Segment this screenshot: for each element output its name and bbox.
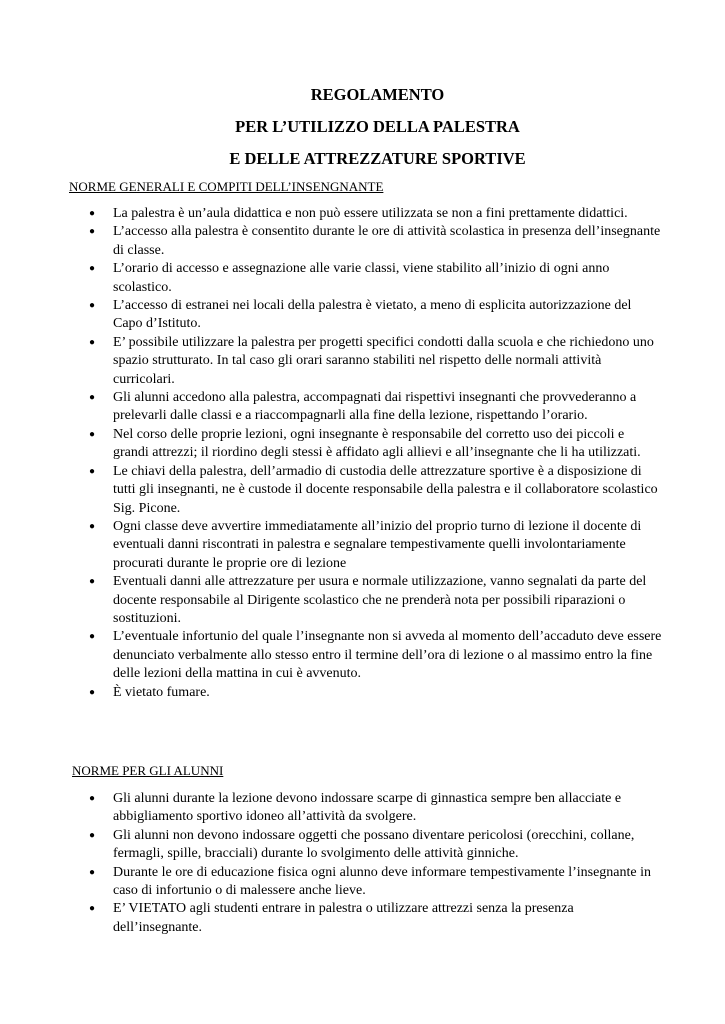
list-item	[87, 827, 662, 864]
title-line: REGOLAMENTO	[310, 85, 445, 104]
list-item-text: Gli alunni durante la lezione devono indossare scarpe di ginnastica sempre ben allacciate e abbigliamento sportivo idoneo all’attività da svolgere.	[113, 791, 622, 825]
bullet-dot-icon: ●	[88, 208, 96, 219]
list-item-text: Gli alunni accedono alla palestra, accompagnati dai rispettivi insegnanti che provvederanno a prelevarli dalle classi e a riaccompagnarli alla fine della lezione, rispettando l’orario.	[113, 390, 637, 424]
list-item	[87, 573, 662, 628]
bullet-dot-icon: ●	[88, 392, 96, 404]
bullet-dot-icon: ●	[88, 428, 96, 440]
list-item	[87, 790, 662, 827]
title-line: E DELLE ATTREZZATURE SPORTIVE	[229, 149, 526, 168]
bullet-dot-icon: ●	[88, 576, 96, 588]
list-item	[87, 205, 662, 223]
list-item-text: È vietato fumare.	[113, 684, 210, 700]
general-rules-list	[87, 205, 662, 702]
student-rules-list	[87, 790, 662, 937]
list-item	[87, 223, 662, 260]
list-item	[87, 426, 662, 463]
bullet-dot-icon: ●	[88, 300, 96, 312]
bullet-dot-icon: ●	[88, 829, 96, 841]
list-item-text: Ogni classe deve avvertire immediatamente all’inizio del proprio turno di lezione il docente di eventuali danni riscontrati in palestra e segnalare tempestivamente quelli involontariamente procurati durante le proprie ore di lezione	[113, 518, 642, 571]
list-item	[87, 518, 662, 573]
bullet-dot-icon: ●	[88, 465, 96, 477]
bullet-dot-icon: ●	[88, 793, 96, 804]
list-item	[87, 297, 662, 334]
list-item	[87, 389, 662, 426]
title-line: PER L’UTILIZZO DELLA PALESTRA	[235, 117, 520, 136]
list-item-text: Durante le ore di educazione fisica ogni alunno deve informare tempestivamente l’insegnante in caso di infortunio o di malessere anche lieve.	[113, 864, 652, 899]
bullet-dot-icon: ●	[88, 686, 96, 698]
list-item-text: Gli alunni non devono indossare oggetti che possano diventare pericolosi (orecchini, collane, fermagli, spille, bracciali) durante lo svolgimento delle attività ginniche.	[113, 827, 635, 862]
bullet-dot-icon: ●	[88, 226, 96, 238]
list-item-text: Le chiavi della palestra, dell’armadio di custodia delle attrezzature sportive è a disposizione di tutti gli insegnanti, ne è custode il docente responsabile della palestra e il collaboratore scolastico Sig. Picone.	[113, 463, 658, 516]
bullet-dot-icon: ●	[88, 866, 96, 878]
list-item-text: Eventuali danni alle attrezzature per usura e normale utilizzazione, vanno segnalati da parte del docente responsabile al Dirigente scolastico che ne prenderà nota per possibili riparazioni o sostituzioni.	[113, 574, 647, 626]
list-item	[87, 864, 662, 901]
bullet-dot-icon: ●	[88, 336, 96, 348]
document-title	[0, 86, 725, 182]
list-item-text: La palestra è un’aula didattica e non può essere utilizzata se non a fini prettamente didattici.	[113, 206, 628, 221]
list-item-text: Nel corso delle proprie lezioni, ogni insegnante è responsabile del corretto uso dei piccoli e grandi attrezzi; il riordino degli stessi è affidato agli allievi e all’insegnante che li ha utilizzati.	[113, 426, 641, 461]
list-item-text: L’accesso di estranei nei locali della palestra è vietato, a meno di esplicita autorizzazione del Capo d’Istituto.	[113, 298, 632, 332]
list-item	[87, 463, 662, 518]
bullet-dot-icon: ●	[88, 631, 96, 643]
list-item-text: L’orario di accesso e assegnazione alle varie classi, viene stabilito all’inizio di ogni anno scolastico.	[113, 261, 610, 295]
bullet-dot-icon: ●	[88, 520, 96, 532]
list-item-text: L’eventuale infortunio del quale l’insegnante non si avveda al momento dell’accaduto deve essere denunciato verbalmente allo stesso entro il termine dell’ora di lezione o al massimo entro la fine delle lezioni della mattina in cui è avvenuto.	[113, 629, 662, 682]
list-item-text: E’ VIETATO agli studenti entrare in palestra o utilizzare attrezzi senza la presenza dell’insegnante.	[113, 901, 574, 935]
list-item	[87, 334, 662, 389]
list-item-text: E’ possibile utilizzare la palestra per progetti specifici condotti dalla scuola e che richiedono uno spazio strutturato. In tal caso gli orari saranno stabiliti nel rispetto delle normali attività curricolari.	[113, 334, 654, 387]
section-heading-general-rules: NORME GENERALI E COMPITI DELL’INSENGNANTE	[69, 179, 384, 194]
list-item-text: L’accesso alla palestra è consentito durante le ore di attività scolastica in presenza dell’insegnante di classe.	[113, 224, 661, 258]
list-item	[87, 684, 662, 702]
list-item	[87, 900, 662, 937]
bullet-dot-icon: ●	[88, 903, 96, 915]
list-item	[87, 628, 662, 683]
list-item	[87, 260, 662, 297]
section-heading-student-rules: NORME PER GLI ALUNNI	[72, 763, 224, 778]
bullet-dot-icon: ●	[88, 263, 96, 275]
